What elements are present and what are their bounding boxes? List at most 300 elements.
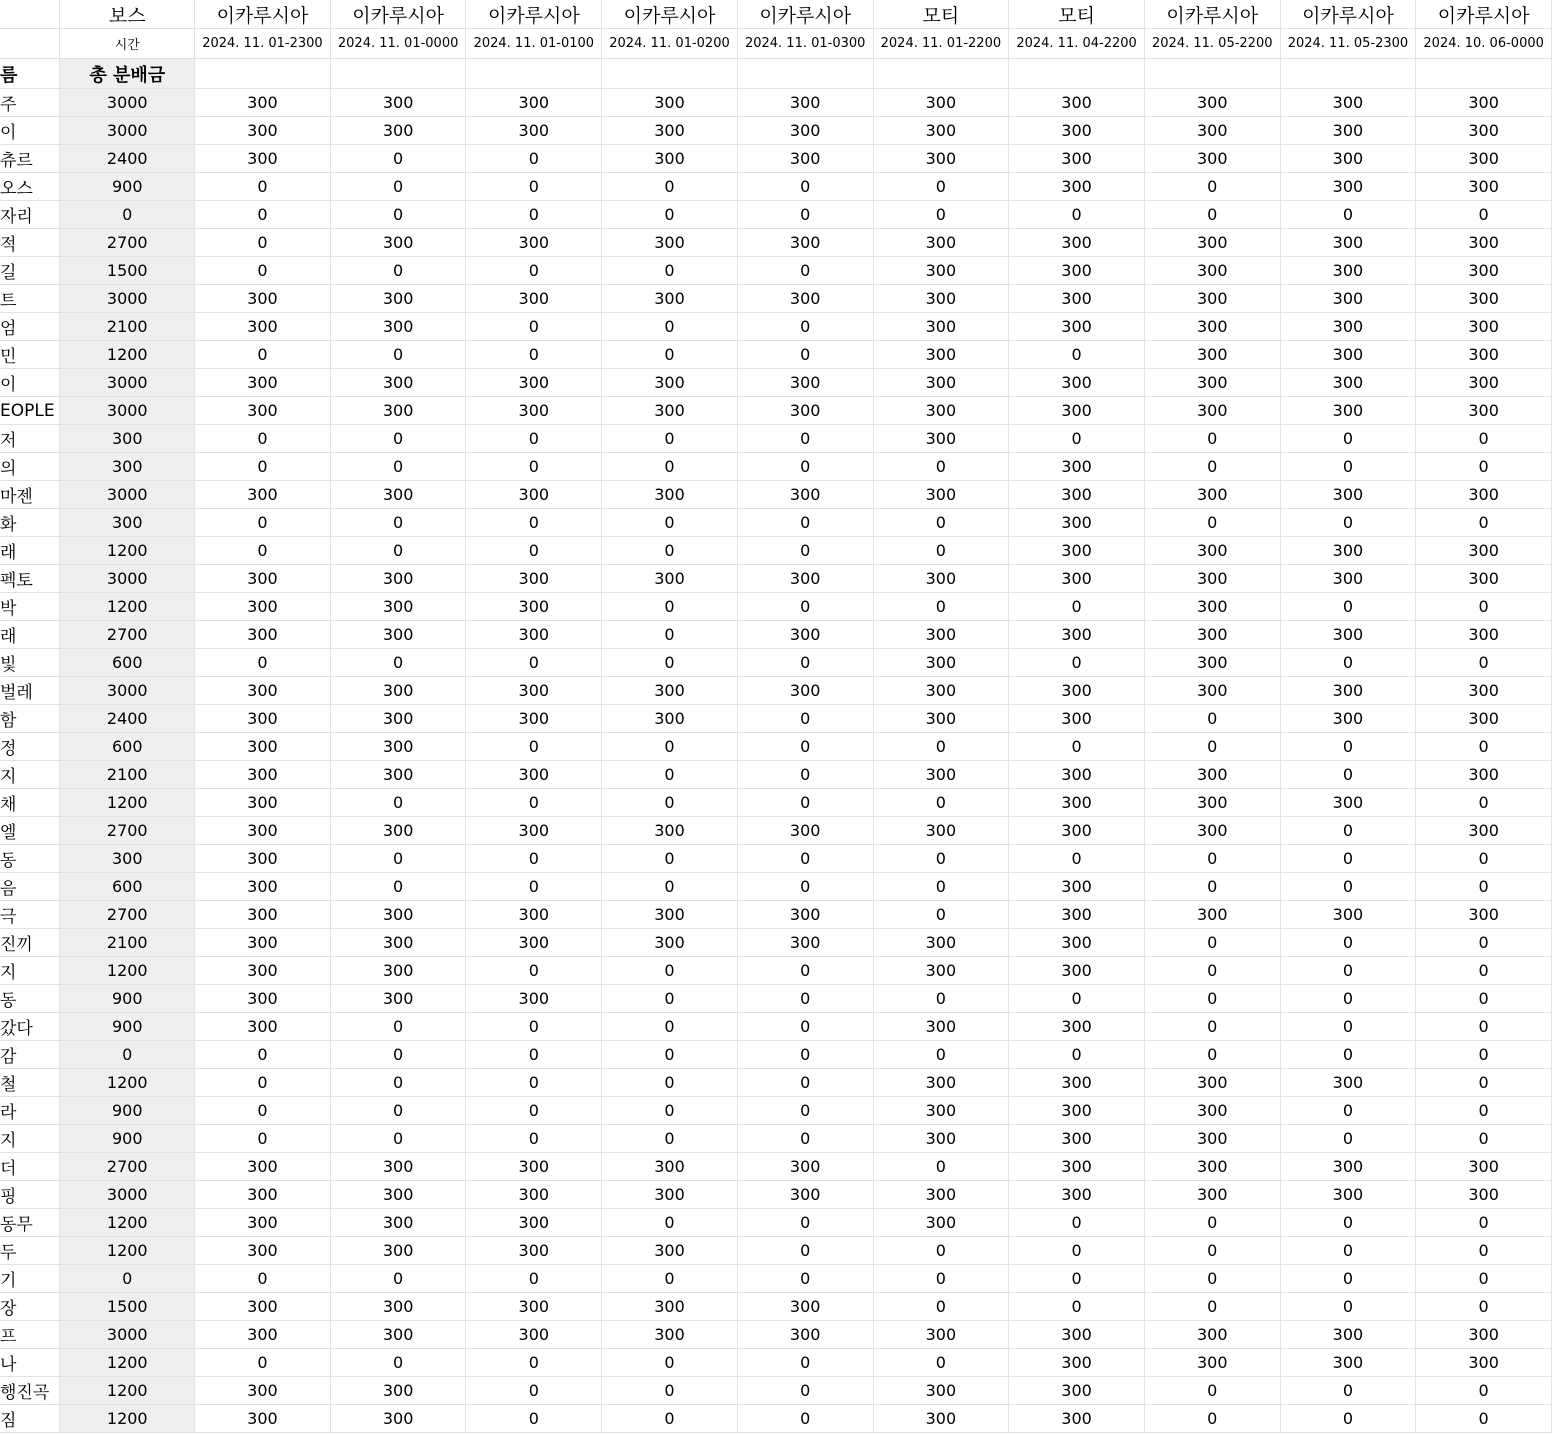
share-cell[interactable]: 0	[466, 313, 602, 341]
share-cell[interactable]: 300	[873, 1321, 1009, 1349]
share-cell[interactable]: 300	[1280, 789, 1416, 817]
share-cell[interactable]: 300	[466, 1293, 602, 1321]
share-cell[interactable]: 300	[1009, 621, 1145, 649]
member-name-cell[interactable]: 짐	[0, 1405, 60, 1433]
member-name-cell[interactable]: 프	[0, 1321, 60, 1349]
total-cell[interactable]: 3000	[60, 89, 195, 117]
share-cell[interactable]: 300	[737, 117, 873, 145]
total-cell[interactable]: 3000	[60, 117, 195, 145]
share-cell[interactable]: 300	[1280, 537, 1416, 565]
member-name-cell[interactable]: 지	[0, 1125, 60, 1153]
share-cell[interactable]: 0	[1416, 1041, 1552, 1069]
share-cell[interactable]: 300	[1009, 677, 1145, 705]
share-cell[interactable]: 300	[1416, 1321, 1552, 1349]
share-cell[interactable]: 300	[873, 285, 1009, 313]
share-cell[interactable]: 300	[1144, 117, 1280, 145]
share-cell[interactable]: 0	[330, 509, 466, 537]
share-cell[interactable]: 0	[466, 649, 602, 677]
share-cell[interactable]: 300	[737, 369, 873, 397]
total-cell[interactable]: 2100	[60, 761, 195, 789]
member-name-cell[interactable]: 동	[0, 845, 60, 873]
member-name-cell[interactable]: 감	[0, 1041, 60, 1069]
share-cell[interactable]: 0	[737, 425, 873, 453]
share-cell[interactable]: 0	[873, 1265, 1009, 1293]
share-cell[interactable]: 300	[330, 761, 466, 789]
member-name-cell[interactable]: 적	[0, 229, 60, 257]
boss-cell[interactable]: 모티	[873, 0, 1009, 29]
share-cell[interactable]: 0	[466, 1069, 602, 1097]
share-cell[interactable]: 0	[602, 649, 738, 677]
share-cell[interactable]: 300	[195, 817, 331, 845]
share-cell[interactable]: 300	[1144, 789, 1280, 817]
share-cell[interactable]: 300	[1009, 1321, 1145, 1349]
share-cell[interactable]: 0	[1144, 1237, 1280, 1265]
share-cell[interactable]: 0	[466, 957, 602, 985]
share-cell[interactable]: 300	[466, 481, 602, 509]
share-cell[interactable]: 300	[873, 425, 1009, 453]
total-cell[interactable]: 1500	[60, 257, 195, 285]
share-cell[interactable]: 0	[737, 453, 873, 481]
share-cell[interactable]: 300	[873, 369, 1009, 397]
share-cell[interactable]: 300	[1009, 957, 1145, 985]
share-cell[interactable]: 0	[1144, 1013, 1280, 1041]
share-cell[interactable]: 0	[1280, 1377, 1416, 1405]
boss-label-cell[interactable]: 보스	[60, 0, 195, 29]
share-cell[interactable]: 300	[602, 929, 738, 957]
share-cell[interactable]: 300	[195, 1377, 331, 1405]
share-cell[interactable]: 0	[466, 201, 602, 229]
total-cell[interactable]: 300	[60, 845, 195, 873]
share-cell[interactable]: 300	[195, 1321, 331, 1349]
share-cell[interactable]: 0	[1280, 1097, 1416, 1125]
share-cell[interactable]: 300	[1416, 145, 1552, 173]
share-cell[interactable]: 0	[737, 1377, 873, 1405]
share-cell[interactable]: 0	[466, 257, 602, 285]
share-cell[interactable]: 300	[1280, 145, 1416, 173]
share-cell[interactable]: 300	[330, 985, 466, 1013]
share-cell[interactable]: 0	[330, 1349, 466, 1377]
boss-cell[interactable]: 이카루시아	[737, 0, 873, 29]
share-cell[interactable]: 0	[1144, 1041, 1280, 1069]
share-cell[interactable]: 0	[1416, 1293, 1552, 1321]
share-cell[interactable]: 300	[330, 733, 466, 761]
share-cell[interactable]: 0	[1416, 845, 1552, 873]
share-cell[interactable]: 300	[330, 901, 466, 929]
time-cell[interactable]: 2024. 11. 05-2300	[1280, 29, 1416, 59]
share-cell[interactable]: 0	[1144, 509, 1280, 537]
share-cell[interactable]: 300	[1280, 1321, 1416, 1349]
member-name-cell[interactable]: 주	[0, 89, 60, 117]
share-cell[interactable]: 0	[1009, 985, 1145, 1013]
share-cell[interactable]: 0	[737, 313, 873, 341]
share-cell[interactable]: 0	[1009, 649, 1145, 677]
share-cell[interactable]: 300	[873, 1097, 1009, 1125]
member-name-cell[interactable]: 라	[0, 1097, 60, 1125]
share-cell[interactable]: 300	[602, 89, 738, 117]
share-cell[interactable]: 0	[330, 1125, 466, 1153]
share-cell[interactable]: 300	[1009, 285, 1145, 313]
share-cell[interactable]: 0	[1280, 509, 1416, 537]
share-cell[interactable]: 0	[1280, 761, 1416, 789]
empty-header-cell[interactable]	[873, 59, 1009, 89]
member-name-cell[interactable]: 화	[0, 509, 60, 537]
share-cell[interactable]: 0	[737, 1013, 873, 1041]
share-cell[interactable]: 300	[466, 677, 602, 705]
share-cell[interactable]: 0	[737, 341, 873, 369]
share-cell[interactable]: 0	[1280, 733, 1416, 761]
share-cell[interactable]: 0	[602, 593, 738, 621]
share-cell[interactable]: 300	[1009, 1125, 1145, 1153]
share-cell[interactable]: 300	[330, 285, 466, 313]
share-cell[interactable]: 0	[602, 173, 738, 201]
share-cell[interactable]: 300	[873, 1125, 1009, 1153]
member-name-cell[interactable]: 진끼	[0, 929, 60, 957]
total-cell[interactable]: 2700	[60, 817, 195, 845]
share-cell[interactable]: 0	[602, 1013, 738, 1041]
share-cell[interactable]: 0	[195, 537, 331, 565]
share-cell[interactable]: 300	[873, 649, 1009, 677]
share-cell[interactable]: 0	[737, 1125, 873, 1153]
share-cell[interactable]: 300	[602, 565, 738, 593]
share-cell[interactable]: 300	[1280, 1069, 1416, 1097]
share-cell[interactable]: 0	[1416, 985, 1552, 1013]
share-cell[interactable]: 300	[466, 1181, 602, 1209]
share-cell[interactable]: 300	[1009, 509, 1145, 537]
total-cell[interactable]: 3000	[60, 481, 195, 509]
total-cell[interactable]: 0	[60, 1041, 195, 1069]
share-cell[interactable]: 300	[1280, 677, 1416, 705]
share-cell[interactable]: 300	[1280, 397, 1416, 425]
share-cell[interactable]: 300	[873, 1377, 1009, 1405]
share-cell[interactable]: 0	[737, 1209, 873, 1237]
share-cell[interactable]: 0	[873, 593, 1009, 621]
share-cell[interactable]: 0	[1280, 845, 1416, 873]
share-cell[interactable]: 300	[873, 565, 1009, 593]
share-cell[interactable]: 300	[602, 817, 738, 845]
share-cell[interactable]: 0	[873, 201, 1009, 229]
share-cell[interactable]: 300	[330, 397, 466, 425]
member-name-cell[interactable]: 이	[0, 369, 60, 397]
share-cell[interactable]: 300	[1009, 789, 1145, 817]
share-cell[interactable]: 0	[1280, 1209, 1416, 1237]
total-cell[interactable]: 2400	[60, 145, 195, 173]
share-cell[interactable]: 0	[466, 537, 602, 565]
share-cell[interactable]: 300	[1009, 1377, 1145, 1405]
share-cell[interactable]: 300	[873, 229, 1009, 257]
share-cell[interactable]: 300	[1009, 89, 1145, 117]
empty-header-cell[interactable]	[466, 59, 602, 89]
share-cell[interactable]: 300	[1416, 481, 1552, 509]
share-cell[interactable]: 300	[1416, 257, 1552, 285]
share-cell[interactable]: 0	[466, 845, 602, 873]
share-cell[interactable]: 0	[602, 1377, 738, 1405]
share-cell[interactable]: 0	[1416, 1237, 1552, 1265]
share-cell[interactable]: 300	[330, 1321, 466, 1349]
share-cell[interactable]: 0	[1280, 1293, 1416, 1321]
total-cell[interactable]: 3000	[60, 1181, 195, 1209]
share-cell[interactable]: 300	[330, 705, 466, 733]
share-cell[interactable]: 300	[873, 761, 1009, 789]
share-cell[interactable]: 300	[1009, 761, 1145, 789]
share-cell[interactable]: 300	[602, 1181, 738, 1209]
share-cell[interactable]: 0	[195, 1069, 331, 1097]
share-cell[interactable]: 300	[602, 229, 738, 257]
share-cell[interactable]: 300	[1009, 1013, 1145, 1041]
share-cell[interactable]: 300	[195, 845, 331, 873]
share-cell[interactable]: 300	[1009, 1181, 1145, 1209]
empty-header-cell[interactable]	[1416, 59, 1552, 89]
time-cell[interactable]: 2024. 11. 05-2200	[1144, 29, 1280, 59]
share-cell[interactable]: 300	[873, 117, 1009, 145]
member-name-cell[interactable]: 엄	[0, 313, 60, 341]
share-cell[interactable]: 0	[873, 1349, 1009, 1377]
share-cell[interactable]: 300	[1009, 1097, 1145, 1125]
share-cell[interactable]: 0	[466, 509, 602, 537]
cell[interactable]	[0, 0, 60, 29]
share-cell[interactable]: 0	[466, 1041, 602, 1069]
share-cell[interactable]: 300	[195, 145, 331, 173]
share-cell[interactable]: 0	[1416, 733, 1552, 761]
total-cell[interactable]: 2100	[60, 929, 195, 957]
share-cell[interactable]: 0	[330, 845, 466, 873]
share-cell[interactable]: 0	[1416, 1069, 1552, 1097]
share-cell[interactable]: 0	[602, 873, 738, 901]
empty-header-cell[interactable]	[330, 59, 466, 89]
share-cell[interactable]: 300	[330, 593, 466, 621]
member-name-cell[interactable]: 엘	[0, 817, 60, 845]
share-cell[interactable]: 300	[1280, 1181, 1416, 1209]
share-cell[interactable]: 0	[602, 789, 738, 817]
share-cell[interactable]: 0	[873, 789, 1009, 817]
share-cell[interactable]: 300	[1009, 145, 1145, 173]
share-cell[interactable]: 300	[873, 817, 1009, 845]
empty-header-cell[interactable]	[737, 59, 873, 89]
share-cell[interactable]: 0	[1009, 1209, 1145, 1237]
share-cell[interactable]: 300	[466, 565, 602, 593]
share-cell[interactable]: 0	[466, 733, 602, 761]
share-cell[interactable]: 0	[602, 425, 738, 453]
share-cell[interactable]: 300	[1280, 117, 1416, 145]
share-cell[interactable]: 0	[1280, 453, 1416, 481]
share-cell[interactable]: 0	[1144, 1265, 1280, 1293]
share-cell[interactable]: 0	[1416, 789, 1552, 817]
share-cell[interactable]: 0	[1009, 1041, 1145, 1069]
member-name-cell[interactable]: 래	[0, 537, 60, 565]
share-cell[interactable]: 300	[1416, 705, 1552, 733]
share-cell[interactable]: 0	[602, 1349, 738, 1377]
share-cell[interactable]: 300	[1009, 229, 1145, 257]
share-cell[interactable]: 0	[602, 985, 738, 1013]
share-cell[interactable]: 0	[195, 1265, 331, 1293]
share-cell[interactable]: 300	[195, 117, 331, 145]
share-cell[interactable]: 300	[330, 957, 466, 985]
time-cell[interactable]: 2024. 11. 01-0300	[737, 29, 873, 59]
share-cell[interactable]: 0	[466, 1013, 602, 1041]
total-cell[interactable]: 1200	[60, 789, 195, 817]
share-cell[interactable]: 300	[1009, 537, 1145, 565]
share-cell[interactable]: 300	[1009, 453, 1145, 481]
share-cell[interactable]: 300	[602, 1293, 738, 1321]
share-cell[interactable]: 0	[737, 733, 873, 761]
share-cell[interactable]: 0	[1416, 873, 1552, 901]
share-cell[interactable]: 300	[330, 1405, 466, 1433]
total-cell[interactable]: 0	[60, 1265, 195, 1293]
share-cell[interactable]: 300	[466, 1209, 602, 1237]
member-name-cell[interactable]: 핑	[0, 1181, 60, 1209]
share-cell[interactable]: 300	[466, 1321, 602, 1349]
member-name-cell[interactable]: 지	[0, 957, 60, 985]
share-cell[interactable]: 0	[1144, 201, 1280, 229]
share-cell[interactable]: 0	[737, 537, 873, 565]
share-cell[interactable]: 300	[330, 89, 466, 117]
share-cell[interactable]: 300	[1144, 481, 1280, 509]
share-cell[interactable]: 300	[1280, 901, 1416, 929]
share-cell[interactable]: 300	[737, 481, 873, 509]
share-cell[interactable]: 300	[1144, 1097, 1280, 1125]
share-cell[interactable]: 300	[873, 1069, 1009, 1097]
share-cell[interactable]: 300	[195, 985, 331, 1013]
member-name-cell[interactable]: 갔다	[0, 1013, 60, 1041]
share-cell[interactable]: 300	[873, 397, 1009, 425]
share-cell[interactable]: 300	[1416, 677, 1552, 705]
share-cell[interactable]: 300	[737, 901, 873, 929]
share-cell[interactable]: 0	[1416, 1125, 1552, 1153]
share-cell[interactable]: 0	[1144, 1377, 1280, 1405]
share-cell[interactable]: 300	[737, 89, 873, 117]
empty-header-cell[interactable]	[1144, 59, 1280, 89]
share-cell[interactable]: 300	[737, 565, 873, 593]
share-cell[interactable]: 0	[195, 1097, 331, 1125]
share-cell[interactable]: 0	[1416, 957, 1552, 985]
share-cell[interactable]: 300	[1144, 145, 1280, 173]
share-cell[interactable]: 0	[1280, 425, 1416, 453]
share-cell[interactable]: 300	[737, 1293, 873, 1321]
share-cell[interactable]: 0	[737, 1097, 873, 1125]
share-cell[interactable]: 0	[873, 1041, 1009, 1069]
share-cell[interactable]: 0	[1280, 873, 1416, 901]
share-cell[interactable]: 0	[1280, 1013, 1416, 1041]
share-cell[interactable]: 0	[737, 1237, 873, 1265]
share-cell[interactable]: 0	[1416, 1097, 1552, 1125]
member-name-cell[interactable]: 기	[0, 1265, 60, 1293]
share-cell[interactable]: 0	[330, 145, 466, 173]
member-name-cell[interactable]: 길	[0, 257, 60, 285]
share-cell[interactable]: 300	[1280, 481, 1416, 509]
share-cell[interactable]: 300	[1280, 257, 1416, 285]
share-cell[interactable]: 300	[1144, 593, 1280, 621]
share-cell[interactable]: 300	[1416, 173, 1552, 201]
share-cell[interactable]: 0	[1144, 733, 1280, 761]
share-cell[interactable]: 300	[195, 369, 331, 397]
share-cell[interactable]: 0	[330, 1069, 466, 1097]
share-cell[interactable]: 300	[602, 677, 738, 705]
share-cell[interactable]: 300	[1280, 621, 1416, 649]
total-cell[interactable]: 1500	[60, 1293, 195, 1321]
share-cell[interactable]: 0	[466, 425, 602, 453]
total-cell[interactable]: 2700	[60, 621, 195, 649]
share-cell[interactable]: 300	[873, 1181, 1009, 1209]
share-cell[interactable]: 300	[737, 1321, 873, 1349]
share-cell[interactable]: 300	[1009, 873, 1145, 901]
share-cell[interactable]: 0	[1009, 845, 1145, 873]
share-cell[interactable]: 0	[602, 257, 738, 285]
share-cell[interactable]: 300	[873, 677, 1009, 705]
share-cell[interactable]: 0	[737, 705, 873, 733]
share-cell[interactable]: 300	[602, 1153, 738, 1181]
share-cell[interactable]: 300	[330, 481, 466, 509]
share-cell[interactable]: 0	[602, 1069, 738, 1097]
time-cell[interactable]: 2024. 11. 04-2200	[1009, 29, 1145, 59]
share-cell[interactable]: 300	[195, 1013, 331, 1041]
share-cell[interactable]: 300	[466, 593, 602, 621]
total-cell[interactable]: 300	[60, 509, 195, 537]
share-cell[interactable]: 0	[602, 1405, 738, 1433]
share-cell[interactable]: 0	[330, 425, 466, 453]
share-cell[interactable]: 300	[1009, 1405, 1145, 1433]
share-cell[interactable]: 300	[195, 1153, 331, 1181]
total-cell[interactable]: 1200	[60, 1237, 195, 1265]
share-cell[interactable]: 0	[602, 845, 738, 873]
share-cell[interactable]: 0	[195, 201, 331, 229]
share-cell[interactable]: 300	[195, 481, 331, 509]
share-cell[interactable]: 300	[1009, 257, 1145, 285]
member-name-cell[interactable]: 함	[0, 705, 60, 733]
share-cell[interactable]: 0	[737, 1265, 873, 1293]
share-cell[interactable]: 0	[466, 789, 602, 817]
share-cell[interactable]: 0	[1009, 341, 1145, 369]
share-cell[interactable]: 300	[195, 789, 331, 817]
share-cell[interactable]: 300	[1144, 537, 1280, 565]
share-cell[interactable]: 0	[737, 789, 873, 817]
member-name-cell[interactable]: 의	[0, 453, 60, 481]
share-cell[interactable]: 300	[737, 229, 873, 257]
total-cell[interactable]: 300	[60, 453, 195, 481]
share-cell[interactable]: 300	[330, 621, 466, 649]
share-cell[interactable]: 0	[1280, 985, 1416, 1013]
share-cell[interactable]: 300	[1280, 1349, 1416, 1377]
total-cell[interactable]: 2700	[60, 901, 195, 929]
share-cell[interactable]: 300	[466, 285, 602, 313]
member-name-cell[interactable]: 채	[0, 789, 60, 817]
share-cell[interactable]: 0	[1144, 1209, 1280, 1237]
share-cell[interactable]: 300	[1280, 89, 1416, 117]
share-cell[interactable]: 300	[1416, 313, 1552, 341]
share-cell[interactable]: 0	[1009, 593, 1145, 621]
total-cell[interactable]: 2400	[60, 705, 195, 733]
member-name-cell[interactable]: 철	[0, 1069, 60, 1097]
total-cell[interactable]: 3000	[60, 369, 195, 397]
share-cell[interactable]: 0	[466, 873, 602, 901]
share-cell[interactable]: 300	[195, 593, 331, 621]
cell[interactable]	[0, 29, 60, 59]
share-cell[interactable]: 300	[466, 1153, 602, 1181]
share-cell[interactable]: 300	[1009, 1069, 1145, 1097]
total-cell[interactable]: 2700	[60, 229, 195, 257]
total-cell[interactable]: 1200	[60, 1209, 195, 1237]
share-cell[interactable]: 300	[330, 1293, 466, 1321]
share-cell[interactable]: 0	[602, 733, 738, 761]
share-cell[interactable]: 300	[1009, 313, 1145, 341]
share-cell[interactable]: 0	[737, 173, 873, 201]
share-cell[interactable]: 300	[1009, 901, 1145, 929]
share-cell[interactable]: 300	[873, 705, 1009, 733]
share-cell[interactable]: 300	[873, 145, 1009, 173]
share-cell[interactable]: 300	[1280, 565, 1416, 593]
share-cell[interactable]: 300	[602, 1237, 738, 1265]
share-cell[interactable]: 0	[1009, 1237, 1145, 1265]
share-cell[interactable]: 300	[602, 705, 738, 733]
time-cell[interactable]: 2024. 11. 01-0100	[466, 29, 602, 59]
